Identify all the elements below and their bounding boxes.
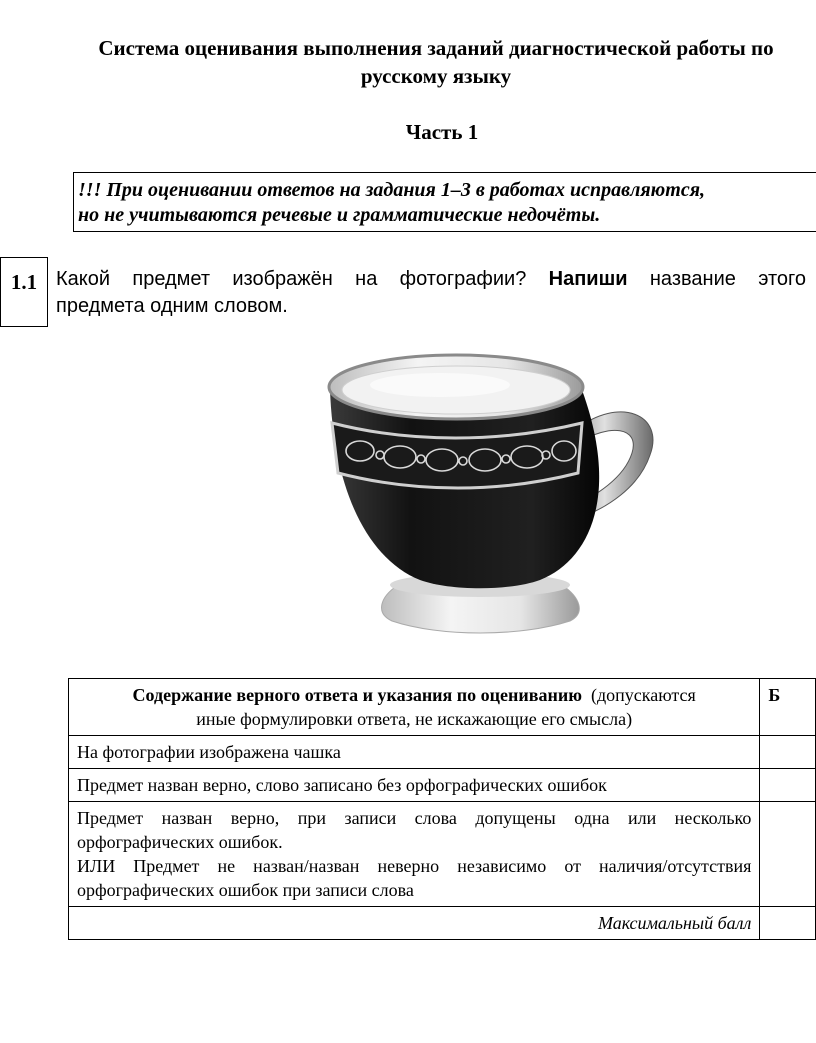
row-3-score bbox=[760, 802, 816, 907]
row-1-score bbox=[760, 736, 816, 769]
table-row bbox=[69, 736, 816, 769]
table-header-row bbox=[69, 679, 816, 736]
header-bold-text: Содержание верного ответа и указания по оцениванию bbox=[132, 685, 582, 705]
table-row bbox=[69, 907, 816, 940]
grading-note bbox=[73, 172, 816, 232]
row-1-text: На фотографии изображена чашка bbox=[69, 736, 760, 769]
header-score-label: Б bbox=[768, 685, 781, 705]
question-line-1 bbox=[56, 266, 806, 293]
header-normal-text: (допускаются bbox=[590, 685, 696, 705]
row-3-text bbox=[69, 802, 760, 907]
max-score-value bbox=[760, 907, 816, 940]
header-cell-score bbox=[760, 679, 816, 736]
note-line-1: !!! При оценивании ответов на задания 1–3 в работах исправляются, bbox=[78, 179, 706, 201]
note-line-2: но не учитываются речевые и грамматические недочёты. bbox=[78, 204, 601, 226]
question-verb: Напиши bbox=[548, 268, 628, 290]
question-text-2: название этого bbox=[649, 268, 806, 290]
row-3-line-2: орфографических ошибок. bbox=[77, 832, 283, 852]
title-line-1: Система оценивания выполнения заданий диагностической работы по bbox=[98, 36, 774, 60]
row-3-line-3: ИЛИ Предмет не назван/назван неверно независимо от наличия/отсутствия bbox=[77, 856, 752, 876]
max-score-label: Максимальный балл bbox=[69, 907, 760, 940]
cup-photo bbox=[320, 345, 660, 645]
part-heading: Часть 1 bbox=[405, 120, 479, 144]
question-line-2: предмета одним словом. bbox=[56, 295, 288, 317]
header-cell-content bbox=[69, 679, 760, 736]
row-2-score bbox=[760, 769, 816, 802]
task-question bbox=[56, 266, 806, 320]
table-row bbox=[69, 802, 816, 907]
question-text-1: Какой предмет изображён на фотографии? bbox=[56, 268, 527, 290]
row-2-text: Предмет назван верно, слово записано без орфографических ошибок bbox=[69, 769, 760, 802]
table-row bbox=[69, 769, 816, 802]
header-line-2: иные формулировки ответа, не искажающие его смысла) bbox=[196, 709, 633, 729]
cup-illustration bbox=[320, 345, 660, 645]
task-number: 1.1 bbox=[0, 257, 48, 327]
row-3-line-4: орфографических ошибок при записи слова bbox=[77, 880, 414, 900]
title-line-2: русскому языку bbox=[360, 64, 512, 88]
scoring-table bbox=[68, 678, 816, 940]
document-title bbox=[36, 34, 816, 90]
row-3-line-1: Предмет назван верно, при записи слова допущены одна или несколько bbox=[77, 808, 752, 828]
